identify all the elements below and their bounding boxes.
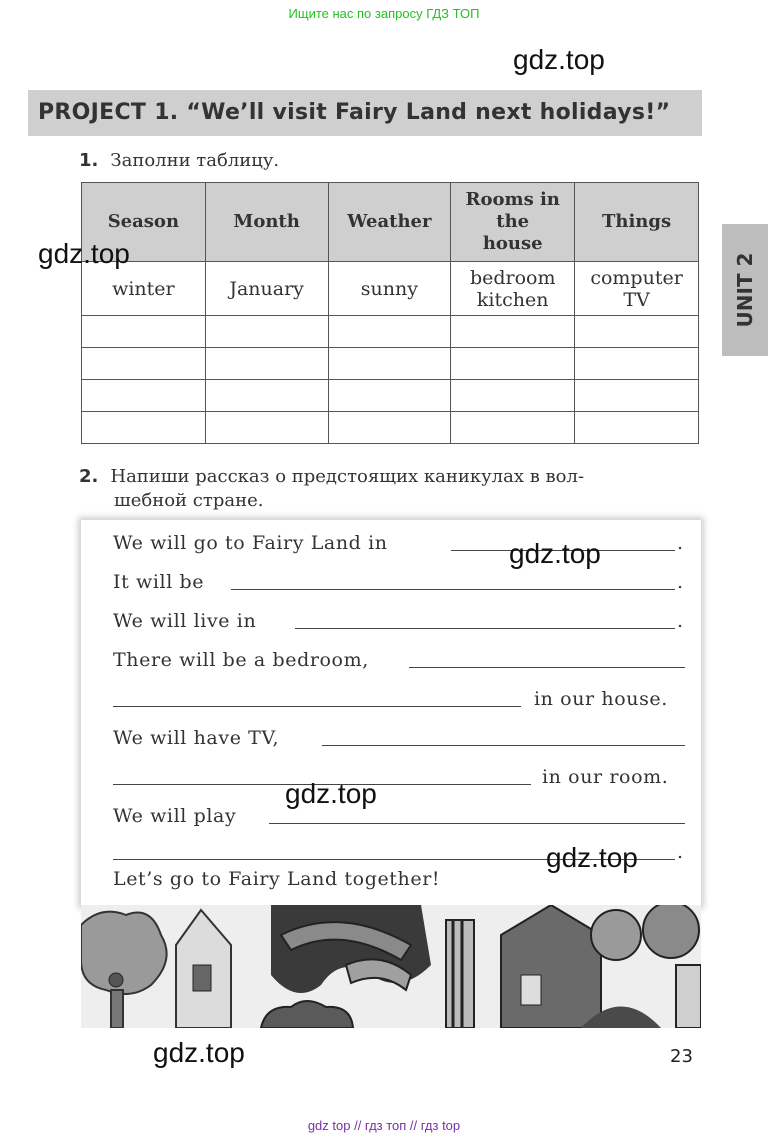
empty-cell[interactable] — [575, 348, 699, 380]
cell-rooms-line: kitchen — [476, 288, 549, 311]
cell-things-line: computer — [590, 266, 683, 289]
period: . — [677, 532, 684, 554]
story-line: We will have TV, — [113, 727, 280, 749]
story-line: We will play — [113, 805, 237, 827]
empty-cell[interactable] — [328, 380, 451, 412]
watermark: gdz.top — [546, 842, 638, 873]
empty-cell[interactable] — [451, 380, 575, 412]
empty-cell[interactable] — [205, 316, 328, 348]
answer-blank[interactable] — [113, 706, 521, 707]
cell-rooms-line: bedroom — [469, 266, 556, 289]
task-2-text: Напиши рассказ о предстоящих каникулах в вол- — [110, 466, 585, 487]
project-banner-title: PROJECT 1. “We’ll visit Fairy Land next holidays!” — [28, 90, 702, 136]
empty-table-row — [82, 412, 699, 444]
period: . — [677, 571, 684, 593]
top-search-link[interactable]: Ищите нас по запросу ГДЗ ТОП — [288, 6, 480, 21]
empty-cell[interactable] — [451, 348, 575, 380]
page-number: 23 — [670, 1046, 693, 1067]
task-2 — [79, 465, 584, 513]
period: . — [677, 841, 684, 863]
period: . — [677, 610, 684, 632]
cell-weather: sunny — [328, 262, 451, 316]
story-line: We will live in — [113, 610, 257, 632]
empty-cell[interactable] — [328, 348, 451, 380]
cell-things — [575, 262, 699, 316]
header-rooms — [451, 183, 575, 262]
watermark: gdz.top — [513, 44, 605, 75]
header-rooms-line: Rooms in — [465, 189, 560, 210]
empty-cell[interactable] — [82, 412, 206, 444]
task-1-text: Заполни таблицу. — [110, 150, 280, 171]
project-table — [81, 182, 699, 444]
cell-things-line: TV — [623, 288, 650, 311]
empty-cell[interactable] — [205, 412, 328, 444]
watermark: gdz.top — [285, 778, 377, 809]
answer-blank[interactable] — [269, 823, 685, 824]
story-line: It will be — [113, 571, 205, 593]
header-things: Things — [575, 183, 699, 262]
empty-cell[interactable] — [575, 316, 699, 348]
answer-blank[interactable] — [295, 628, 675, 629]
answer-blank[interactable] — [409, 667, 685, 668]
watermark: gdz.top — [153, 1037, 245, 1068]
header-rooms-line: the — [496, 211, 530, 232]
empty-cell[interactable] — [205, 348, 328, 380]
watermark: gdz.top — [38, 238, 130, 269]
cell-rooms — [451, 262, 575, 316]
answer-blank[interactable] — [231, 589, 675, 590]
task-1 — [79, 150, 279, 171]
header-month: Month — [205, 183, 328, 262]
empty-cell[interactable] — [82, 380, 206, 412]
empty-cell[interactable] — [328, 412, 451, 444]
empty-table-row — [82, 348, 699, 380]
table-header-row — [82, 183, 699, 262]
empty-table-row — [82, 380, 699, 412]
story-line: in our room. — [542, 766, 669, 788]
story-line: in our house. — [534, 688, 668, 710]
empty-cell[interactable] — [82, 348, 206, 380]
bottom-links[interactable]: gdz top // гдз топ // гдз top — [307, 1118, 461, 1133]
empty-cell[interactable] — [328, 316, 451, 348]
task-1-number: 1. — [79, 150, 99, 171]
fairy-land-illustration — [81, 905, 701, 1028]
story-line: We will go to Fairy Land in — [113, 532, 388, 554]
empty-cell[interactable] — [82, 316, 206, 348]
empty-cell[interactable] — [451, 316, 575, 348]
header-weather: Weather — [328, 183, 451, 262]
empty-cell[interactable] — [575, 380, 699, 412]
header-rooms-line: house — [482, 233, 543, 254]
empty-cell[interactable] — [451, 412, 575, 444]
unit-tab — [722, 224, 768, 356]
watermark: gdz.top — [509, 538, 601, 569]
empty-cell[interactable] — [575, 412, 699, 444]
cell-season: winter — [82, 262, 206, 316]
illustration-drawing — [81, 905, 701, 1028]
task-2-text-continued: шебной стране. — [114, 490, 264, 511]
task-2-number: 2. — [79, 466, 99, 487]
header-season: Season — [82, 183, 206, 262]
cell-month: January — [205, 262, 328, 316]
story-line: Let’s go to Fairy Land together! — [113, 868, 441, 890]
answer-blank[interactable] — [322, 745, 685, 746]
table-row — [82, 262, 699, 316]
empty-table-row — [82, 316, 699, 348]
story-line: There will be a bedroom, — [113, 649, 369, 671]
empty-cell[interactable] — [205, 380, 328, 412]
unit-tab-label: UNIT 2 — [733, 252, 757, 328]
